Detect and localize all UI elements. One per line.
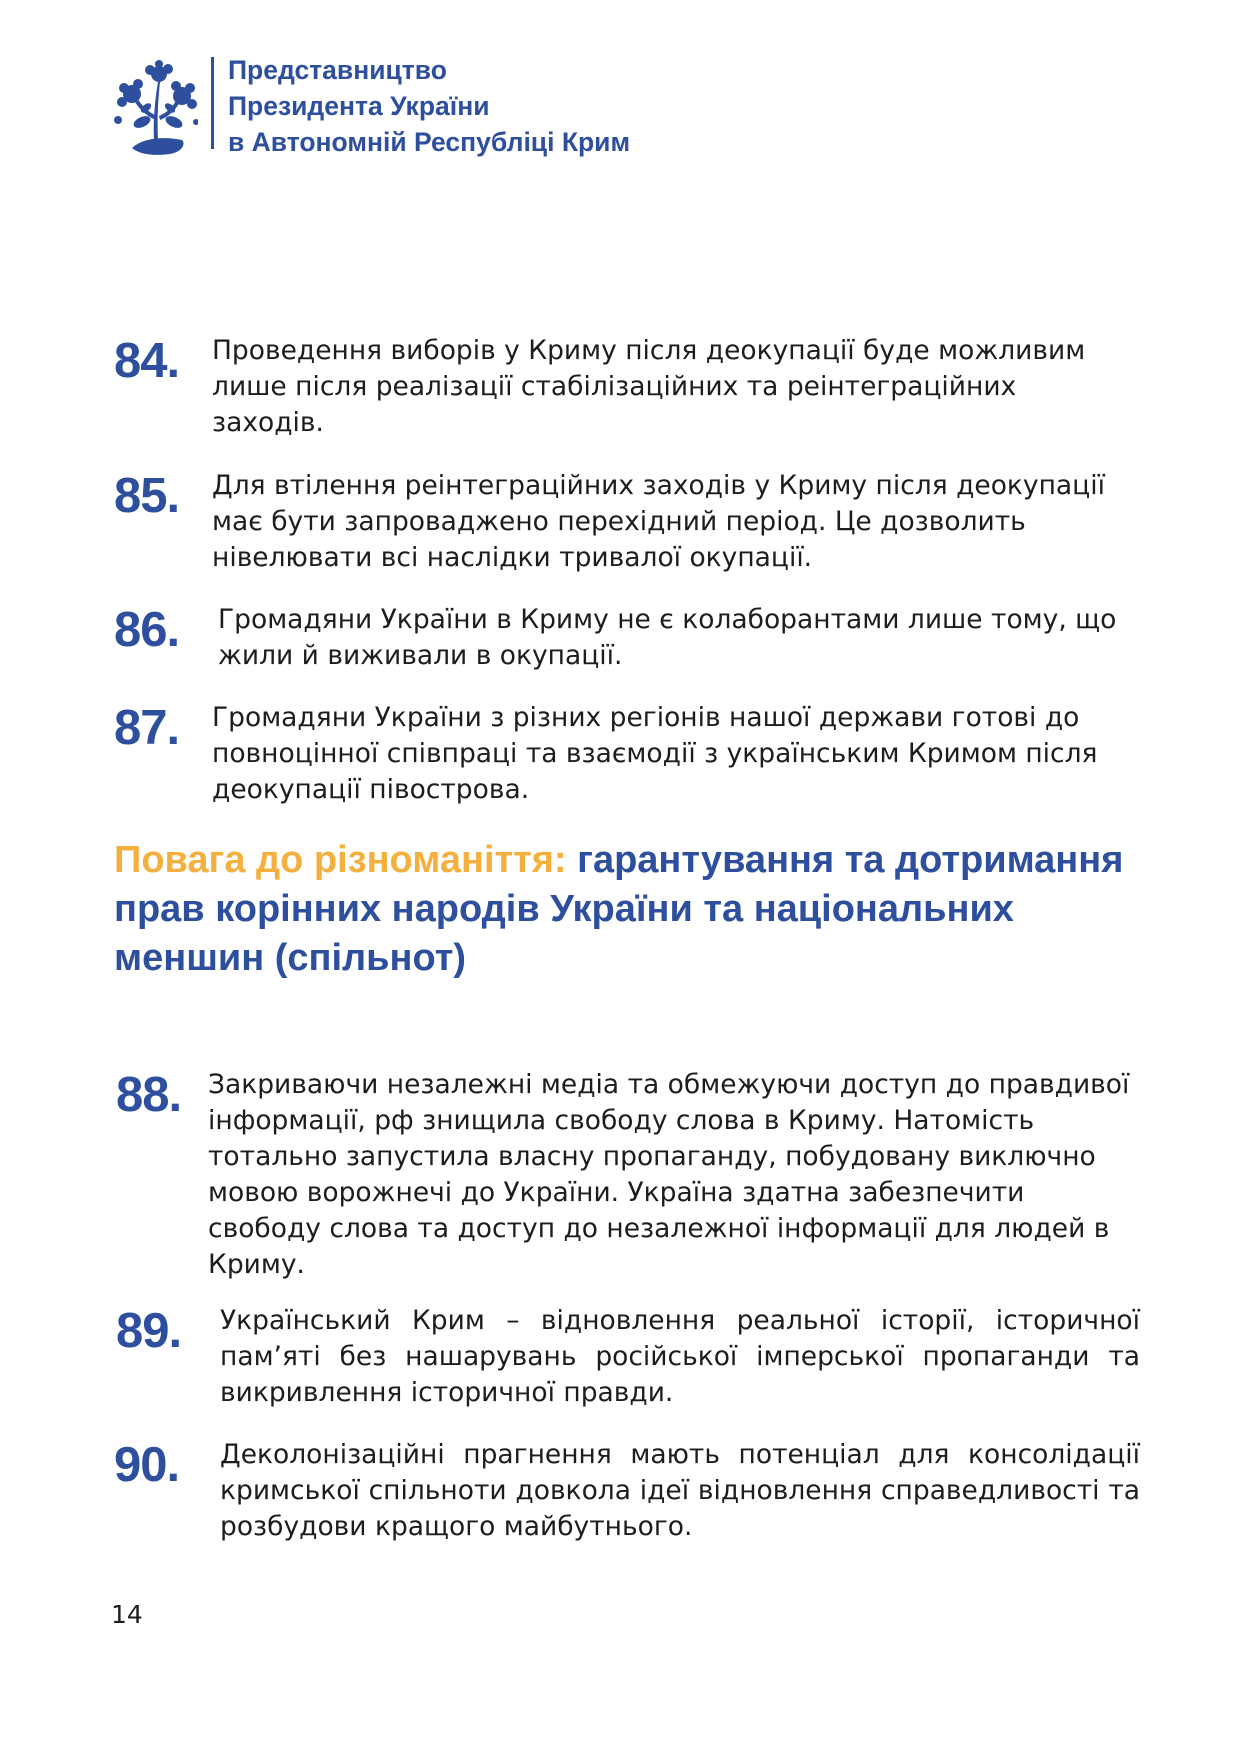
logo-divider bbox=[211, 57, 214, 149]
crimea-flower-emblem-icon bbox=[112, 60, 198, 156]
page-number: 14 bbox=[111, 1600, 143, 1629]
item-text: Український Крим – відновлення реальної історії, історичної пам’яті без нашарувань російської імперської пропаганди та викривлення історичної правди. bbox=[220, 1305, 1140, 1408]
item-number: 90. bbox=[114, 1438, 180, 1492]
item-number: 88. bbox=[116, 1068, 182, 1122]
item-number: 86. bbox=[114, 603, 180, 657]
organization-name-line-1: Представництво bbox=[228, 55, 447, 85]
item-text: Громадяни України в Криму не є колаборантами лише тому, що жили й виживали в окупації. bbox=[218, 604, 1117, 671]
item-text: Деколонізаційні прагнення мають потенціал для консолідації кримської спільноти довкола ідеї відновлення справедливості та розбудови кращого майбутнього. bbox=[220, 1439, 1140, 1542]
organization-name-line-3: в Автономній Республіці Крим bbox=[228, 127, 631, 157]
item-text: Закриваючи незалежні медіа та обмежуючи доступ до правдивої інформації, рф знищила свободу слова в Криму. Натомість тотально запустила власну пропаганду, побудовану виключно мовою ворожнечі до України. Україна здатна забезпечити свободу слова та доступ до незалежної інформації для людей в Криму. bbox=[208, 1069, 1130, 1280]
section-heading bbox=[114, 836, 1154, 983]
section-heading-rest: гарантування та дотримання прав корінних народів України та національних меншин (спільнот) bbox=[114, 839, 1124, 979]
item-text: Для втілення реінтеграційних заходів у Криму після деокупації має бути запроваджено перехідний період. Це дозволить нівелювати всі наслідки тривалої окупації. bbox=[212, 470, 1105, 573]
item-number: 87. bbox=[114, 701, 180, 755]
item-number: 89. bbox=[116, 1304, 182, 1358]
item-text: Проведення виборів у Криму після деокупації буде можливим лише після реалізації стабілізаційних та реінтеграційних заходів. bbox=[212, 335, 1086, 438]
item-number: 84. bbox=[114, 334, 180, 388]
organization-name bbox=[228, 52, 630, 160]
organization-name-line-2: Президента України bbox=[228, 91, 490, 121]
item-number: 85. bbox=[114, 469, 180, 523]
section-heading-accent: Повага до різноманіття: bbox=[114, 839, 567, 881]
item-text: Громадяни України з різних регіонів нашої держави готові до повноцінної співпраці та взаємодії з українським Кримом після деокупації півострова. bbox=[212, 702, 1098, 805]
